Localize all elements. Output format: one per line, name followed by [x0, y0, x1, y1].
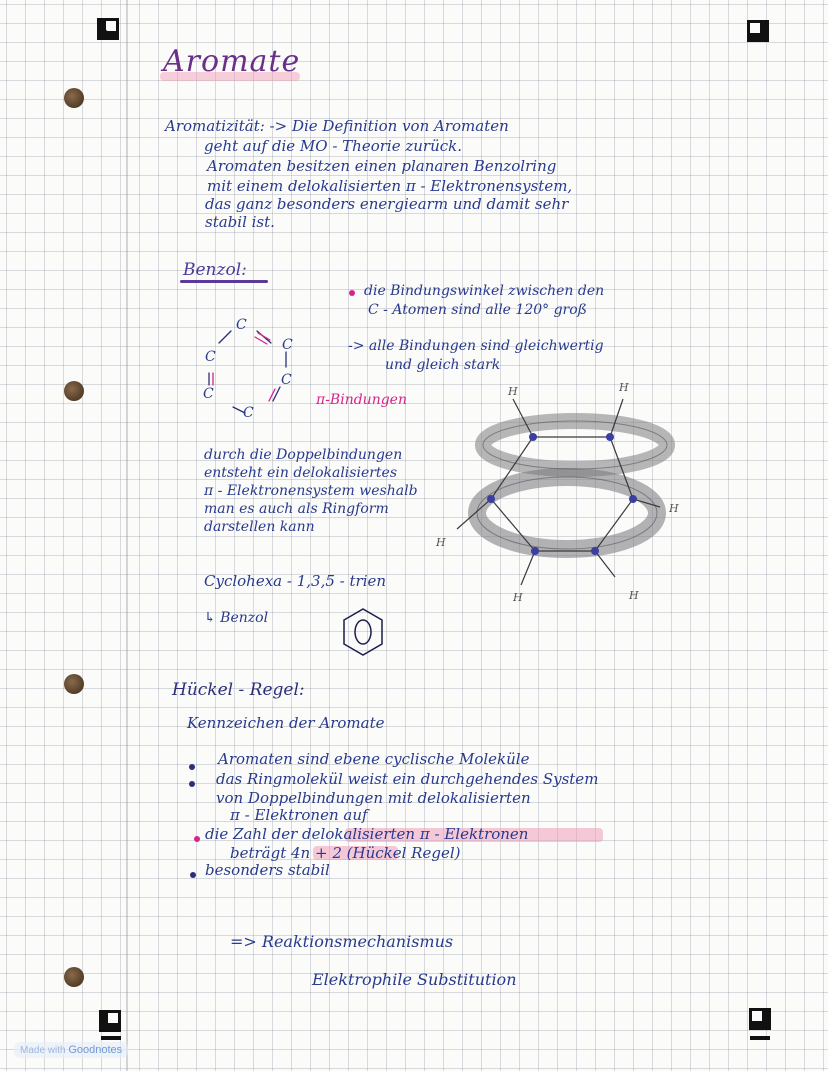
electrophilic-substitution-label: Elektrophile Substitution: [312, 970, 517, 989]
atom-label: C: [205, 349, 216, 365]
paragraph-line: Aromaten besitzen einen planaren Benzolring: [207, 157, 557, 175]
bullet: [189, 764, 195, 770]
benzene-ring-icon: [342, 607, 384, 659]
hueckel-item: π - Elektronen auf: [230, 806, 368, 824]
bullet: [189, 781, 195, 787]
hueckel-item: besonders stabil: [205, 861, 330, 879]
note-line: die Bindungswinkel zwischen den: [364, 283, 605, 299]
bullet: [190, 872, 196, 878]
atom-label: C: [243, 405, 254, 421]
bullet: [194, 836, 200, 842]
hueckel-item: das Ringmolekül weist ein durchgehendes System: [216, 770, 599, 788]
pi-bonds-label: π-Bindungen: [316, 392, 407, 408]
explanation-line: durch die Doppelbindungen: [204, 447, 403, 463]
hydrogen-label: H: [513, 591, 523, 604]
cyclohexatriene-label: Cyclohexa - 1,3,5 - trien: [204, 572, 387, 590]
paragraph-line: geht auf die MO - Theorie zurück.: [204, 137, 463, 155]
hydrogen-label: H: [669, 502, 679, 515]
explanation-line: darstellen kann: [204, 519, 315, 535]
note-line: und gleich stark: [385, 357, 501, 373]
note-line: C - Atomen sind alle 120° groß: [368, 302, 588, 318]
punch-hole: [64, 88, 84, 108]
heading-underline: [180, 280, 268, 283]
paragraph-line: das ganz besonders energiearm und damit sehr: [205, 195, 569, 213]
note-line: -> alle Bindungen sind gleichwertig: [348, 338, 604, 354]
reaction-mechanism-label: => Reaktionsmechanismus: [230, 932, 454, 951]
punch-hole: [64, 381, 84, 401]
hydrogen-label: H: [629, 589, 639, 602]
section-heading-benzol: Benzol:: [183, 260, 247, 280]
hueckel-item: Aromaten sind ebene cyclische Moleküle: [218, 750, 530, 768]
corner-bar: [101, 1036, 121, 1040]
hueckel-item: von Doppelbindungen mit delokalisierten: [216, 789, 531, 807]
atom-label: C: [203, 386, 214, 402]
watermark-prefix: Made with: [20, 1045, 66, 1056]
watermark-brand: Goodnotes: [68, 1044, 123, 1056]
goodnotes-watermark: [14, 1042, 128, 1058]
paragraph-line: stabil ist.: [205, 213, 275, 231]
pi-orbital-drawing: [455, 395, 685, 595]
hydrogen-label: H: [508, 385, 518, 398]
hydrogen-label: H: [619, 381, 629, 394]
corner-bar: [750, 1036, 770, 1040]
hydrogen-label: H: [436, 536, 446, 549]
margin-line: [126, 0, 128, 1071]
section-heading-hueckel: Hückel - Regel:: [172, 680, 305, 700]
page-title: Aromate: [163, 44, 301, 79]
punch-hole: [64, 674, 84, 694]
paragraph-line: mit einem delokalisierten π - Elektronensystem,: [207, 177, 573, 195]
hueckel-item: die Zahl der delokalisierten π - Elektronen: [205, 825, 529, 843]
corner-marker-icon: [99, 1010, 121, 1032]
explanation-line: entsteht ein delokalisiertes: [204, 465, 398, 481]
benzol-arrow-label: ↳ Benzol: [204, 610, 269, 626]
atom-label: C: [236, 317, 247, 333]
atom-label: C: [281, 372, 292, 388]
bullet: [349, 290, 355, 296]
paragraph-line: Aromatizität: -> Die Definition von Aromaten: [165, 117, 509, 135]
subheading-kennzeichen: Kennzeichen der Aromate: [187, 714, 385, 732]
explanation-line: man es auch als Ringform: [204, 501, 389, 517]
hueckel-item: beträgt 4n + 2 (Hückel Regel): [230, 844, 461, 862]
atom-label: C: [282, 337, 293, 353]
explanation-line: π - Elektronensystem weshalb: [204, 483, 418, 499]
corner-marker-icon: [97, 18, 119, 40]
punch-hole: [64, 967, 84, 987]
corner-marker-icon: [747, 20, 769, 42]
corner-marker-icon: [749, 1008, 771, 1030]
